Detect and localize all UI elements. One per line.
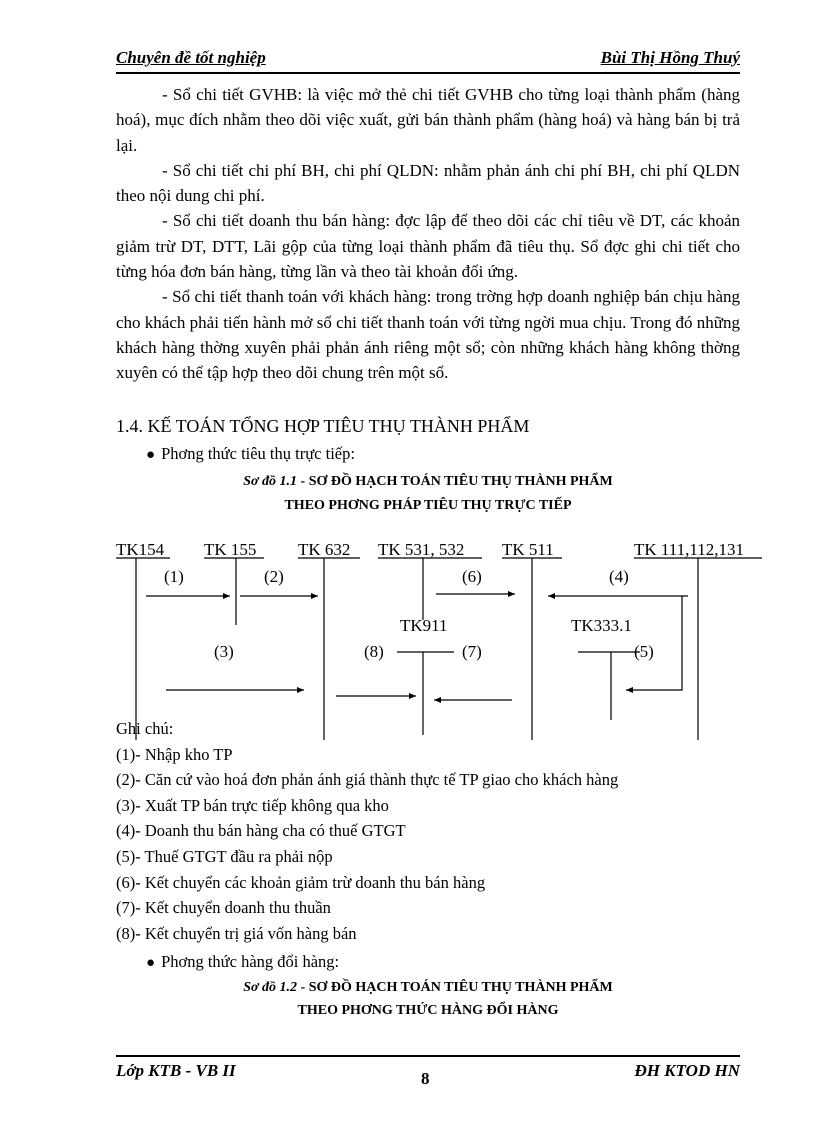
bullet-text: Phơng thức tiêu thụ trực tiếp: [161,444,355,463]
bullet-icon: ● [146,447,156,463]
bullet-icon: ● [146,955,156,971]
diagram-title [116,474,740,490]
flow-label-5: (5) [634,642,654,661]
note-item: (1)- Nhập kho TP [116,744,233,764]
bullet-item [146,444,355,464]
header-left: Chuyên đề tốt nghiệp [116,48,266,67]
flow-label-1: (1) [164,567,184,586]
flow-label-8: (8) [364,642,384,661]
account-tk155: TK 155 [204,540,257,559]
paragraph: - Sổ chi tiết GVHB: là việc mở thẻ chi tiết GVHB cho từng loại thành phẩm (hàng hoá), mục đích nhằm theo dõi việc xuất, gửi bán thành phẩm (hàng hoá) và hàng bán bị trả lại. [116,85,740,155]
footer-right: ĐH KTOD HN [634,1061,740,1080]
notes-heading: Ghi chú: [116,719,174,738]
flow-label-7: (7) [462,642,482,661]
flow-label-6: (6) [462,567,482,586]
note-item: (2)- Căn cứ vào hoá đơn phản ánh giá thành thực tế TP giao cho khách hàng [116,770,619,790]
header-right: Bùi Thị Hồng Thuý [600,48,740,67]
diagram-subtitle: THEO PHƠNG PHÁP TIÊU THỤ TRỰC TIẾP [284,498,572,513]
paragraph: - Sổ chi tiết thanh toán với khách hàng: trong trờng hợp doanh nghiệp bán chịu hàng cho khách phải tiến hành mở sổ chi tiết thanh toán với từng ngời mua chịu. Trong đó những khách hàng thờng xuyên phải phản ánh riêng một sổ; còn những khách hàng không thờng xuyên có thể tập hợp theo dõi chung trên một sổ. [116,287,740,383]
diagram-title-line1: - SƠ ĐỒ HẠCH TOÁN TIÊU THỤ THÀNH PHẨM [297,980,613,995]
body-text [116,82,740,386]
note-item: (5)- Thuế GTGT đầu ra phải nộp [116,846,333,866]
account-tk111: TK 111,112,131 [634,540,745,559]
account-tk531: TK 531, 532 [378,540,465,559]
paragraph: - Sổ chi tiết doanh thu bán hàng: đợc lập để theo dõi các chỉ tiêu về DT, các khoản giảm trừ DT, DTT, Lãi gộp của từng loại thành phẩm đã tiêu thụ. Sổ đợc ghi chi tiết cho từng hóa đơn bán hàng, từng lần và theo tài khoản đối ứng. [116,211,740,282]
account-tk333: TK333.1 [571,616,632,635]
diagram-title [116,980,740,996]
note-item: (6)- Kết chuyển các khoản giảm trừ doanh thu bán hàng [116,872,486,892]
bullet-item [146,952,339,972]
account-tk511: TK 511 [502,540,554,559]
diagram-label: Sơ đồ 1.1 [243,474,298,489]
flow-label-2: (2) [264,567,284,586]
page-footer [116,1055,740,1088]
note-item: (3)- Xuất TP bán trực tiếp không qua kho [116,795,389,815]
bullet-text: Phơng thức hàng đổi hàng: [161,952,340,971]
section-heading: 1.4. KẾ TOÁN TỔNG HỢP TIÊU THỤ THÀNH PHẨM [116,416,530,436]
page-number: 8 [421,1069,430,1088]
diagram-label: Sơ đồ 1.2 [243,980,298,995]
account-tk632: TK 632 [298,540,351,559]
account-tk911: TK911 [400,616,448,635]
accounting-diagram [0,530,816,745]
flow-label-3: (3) [214,642,234,661]
account-tk154: TK154 [116,540,165,559]
note-item: (7)- Kết chuyển doanh thu thuần [116,898,331,918]
note-item: (8)- Kết chuyển trị giá vốn hàng bán [116,923,357,943]
notes [116,716,618,946]
diagram-title-line1: - SƠ ĐỒ HẠCH TOÁN TIÊU THỤ THÀNH PHẨM [297,474,613,489]
note-item: (4)- Doanh thu bán hàng cha có thuế GTGT [116,821,406,841]
paragraph: - Sổ chi tiết chi phí BH, chi phí QLDN: nhằm phản ánh chi phí BH, chi phí QLDN theo nội dung chi phí. [116,160,740,206]
flow-label-4: (4) [609,567,629,586]
diagram-subtitle: THEO PHƠNG THỨC HÀNG ĐỔI HÀNG [297,1003,559,1018]
page-header [116,48,740,74]
footer-left: Lớp KTB - VB II [116,1061,236,1080]
